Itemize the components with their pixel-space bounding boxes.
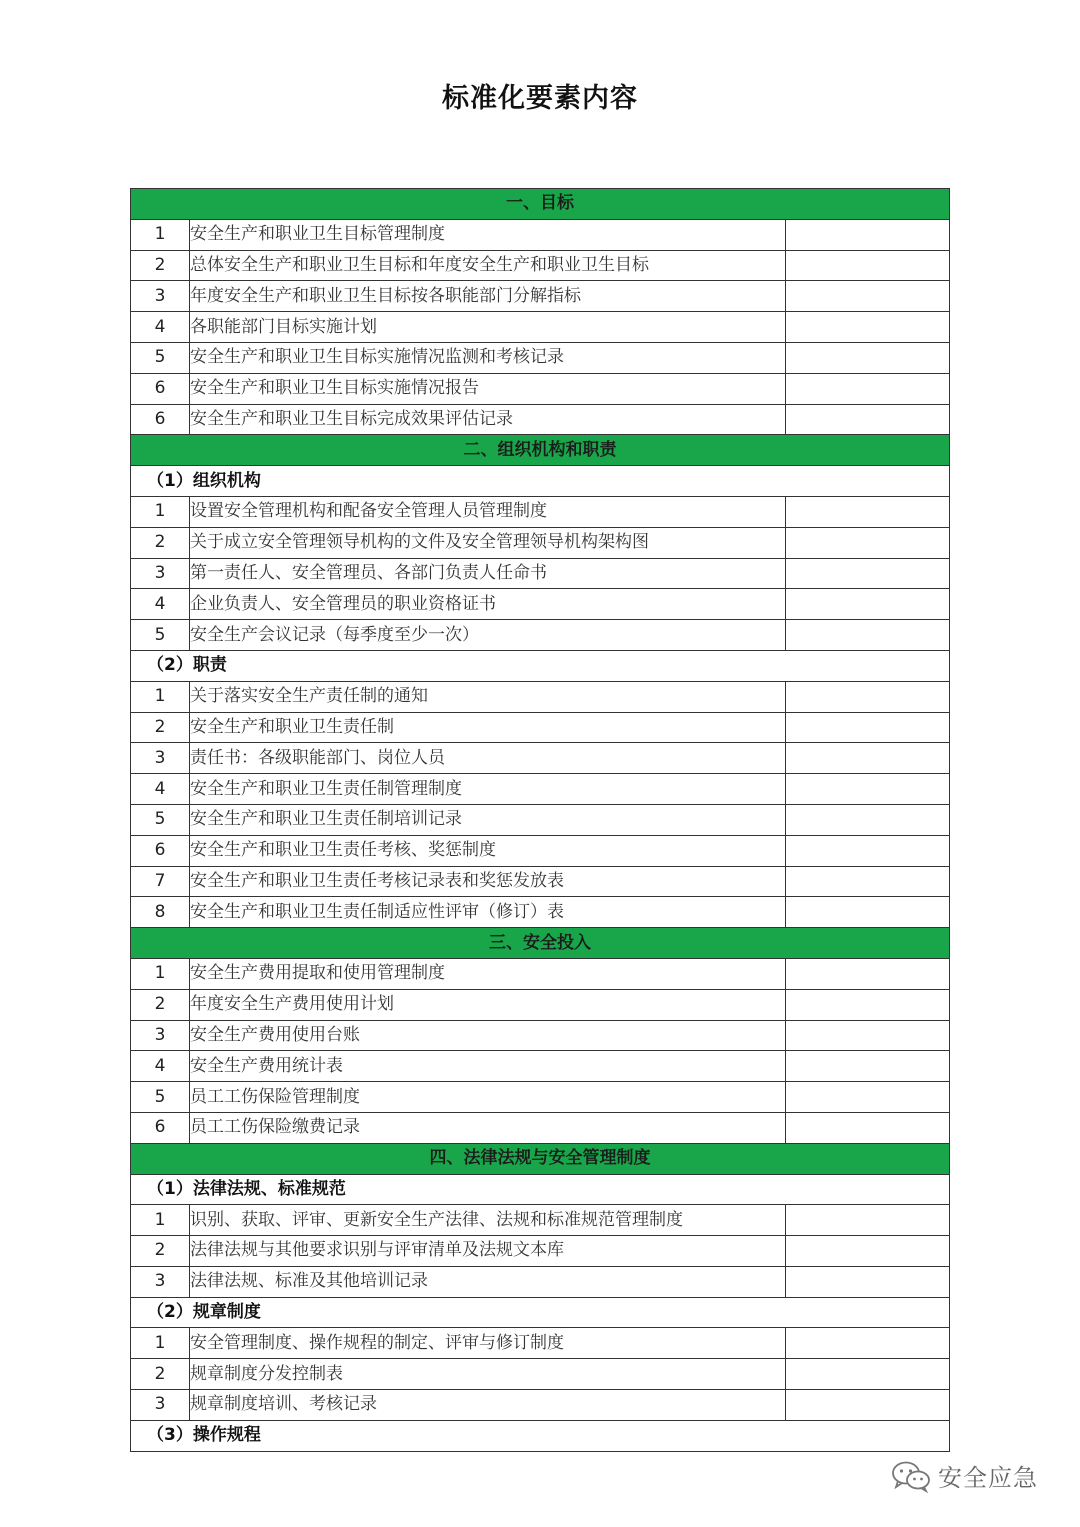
section-title: 一、目标 [131,189,950,220]
row-check-cell[interactable] [786,1328,950,1359]
row-item-text: 设置安全管理机构和配备安全管理人员管理制度 [190,496,786,527]
row-item-text: 法律法规与其他要求识别与评审清单及法规文本库 [190,1236,786,1267]
table-row [131,250,950,281]
table-row [131,281,950,312]
section-header [131,435,950,466]
table-row [131,712,950,743]
row-item-text: 关于落实安全生产责任制的通知 [190,681,786,712]
row-check-cell[interactable] [786,620,950,651]
row-check-cell[interactable] [786,1205,950,1236]
table-body [131,189,950,1452]
table-row [131,373,950,404]
table-row [131,404,950,435]
row-check-cell[interactable] [786,1112,950,1143]
page-title: 标准化要素内容 [442,83,638,114]
table-row [131,620,950,651]
table-row [131,1266,950,1297]
row-item-text: 识别、获取、评审、更新安全生产法律、法规和标准规范管理制度 [190,1205,786,1236]
row-item-text: 规章制度分发控制表 [190,1359,786,1390]
table-row [131,1051,950,1082]
row-check-cell[interactable] [786,1359,950,1390]
row-number: 5 [131,620,190,651]
row-number: 6 [131,835,190,866]
row-number: 3 [131,1266,190,1297]
row-number: 1 [131,496,190,527]
row-check-cell[interactable] [786,1390,950,1421]
row-check-cell[interactable] [786,958,950,989]
requirements-table [130,188,950,1452]
row-number: 1 [131,1328,190,1359]
row-item-text: 安全生产费用统计表 [190,1051,786,1082]
row-number: 6 [131,404,190,435]
table-row [131,1112,950,1143]
row-number: 3 [131,743,190,774]
row-check-cell[interactable] [786,342,950,373]
row-number: 3 [131,281,190,312]
row-check-cell[interactable] [786,1266,950,1297]
row-item-text: 年度安全生产费用使用计划 [190,989,786,1020]
row-item-text: 安全生产和职业卫生目标实施情况报告 [190,373,786,404]
row-check-cell[interactable] [786,1051,950,1082]
row-check-cell[interactable] [786,312,950,343]
row-item-text: 安全生产和职业卫生责任制培训记录 [190,804,786,835]
row-number: 4 [131,312,190,343]
row-number: 3 [131,1390,190,1421]
row-item-text: 总体安全生产和职业卫生目标和年度安全生产和职业卫生目标 [190,250,786,281]
section-title: 三、安全投入 [131,928,950,959]
table-row [131,1359,950,1390]
subsection-header [131,650,950,681]
row-number: 1 [131,219,190,250]
row-item-text: 责任书：各级职能部门、岗位人员 [190,743,786,774]
subsection-title: （2）职责 [131,650,950,681]
row-check-cell[interactable] [786,219,950,250]
row-item-text: 年度安全生产和职业卫生目标按各职能部门分解指标 [190,281,786,312]
row-item-text: 第一责任人、安全管理员、各部门负责人任命书 [190,558,786,589]
section-title: 四、法律法规与安全管理制度 [131,1143,950,1174]
table-row [131,1205,950,1236]
table-row [131,496,950,527]
row-number: 2 [131,527,190,558]
subsection-header [131,466,950,497]
table-row [131,312,950,343]
row-item-text: 法律法规、标准及其他培训记录 [190,1266,786,1297]
table-row [131,1082,950,1113]
row-number: 7 [131,866,190,897]
row-check-cell[interactable] [786,527,950,558]
row-item-text: 企业负责人、安全管理员的职业资格证书 [190,589,786,620]
watermark-text: 安全应急 [938,1464,1038,1492]
row-check-cell[interactable] [786,712,950,743]
row-check-cell[interactable] [786,404,950,435]
row-number: 5 [131,804,190,835]
table-row [131,558,950,589]
row-check-cell[interactable] [786,835,950,866]
subsection-header [131,1174,950,1205]
row-number: 1 [131,1205,190,1236]
row-item-text: 安全生产和职业卫生目标实施情况监测和考核记录 [190,342,786,373]
row-number: 4 [131,589,190,620]
row-item-text: 安全生产和职业卫生责任制管理制度 [190,774,786,805]
row-item-text: 安全生产和职业卫生责任考核记录表和奖惩发放表 [190,866,786,897]
row-number: 6 [131,1112,190,1143]
subsection-title: （1）法律法规、标准规范 [131,1174,950,1205]
row-item-text: 各职能部门目标实施计划 [190,312,786,343]
row-item-text: 安全生产和职业卫生责任制适应性评审（修订）表 [190,897,786,928]
row-check-cell[interactable] [786,897,950,928]
table-row [131,743,950,774]
table-row [131,866,950,897]
subsection-header [131,1297,950,1328]
row-check-cell[interactable] [786,558,950,589]
row-item-text: 员工工伤保险管理制度 [190,1082,786,1113]
row-check-cell[interactable] [786,496,950,527]
section-header [131,928,950,959]
table-row [131,527,950,558]
row-number: 5 [131,1082,190,1113]
row-check-cell[interactable] [786,866,950,897]
table-row [131,804,950,835]
row-number: 5 [131,342,190,373]
row-check-cell[interactable] [786,804,950,835]
row-number: 4 [131,1051,190,1082]
row-item-text: 安全管理制度、操作规程的制定、评审与修订制度 [190,1328,786,1359]
row-item-text: 员工工伤保险缴费记录 [190,1112,786,1143]
row-number: 3 [131,558,190,589]
row-check-cell[interactable] [786,743,950,774]
table-row [131,989,950,1020]
table-row [131,219,950,250]
row-number: 2 [131,1236,190,1267]
row-item-text: 安全生产和职业卫生责任考核、奖惩制度 [190,835,786,866]
table-row [131,958,950,989]
row-number: 8 [131,897,190,928]
row-number: 1 [131,681,190,712]
table-row [131,1390,950,1421]
row-check-cell[interactable] [786,250,950,281]
row-number: 2 [131,1359,190,1390]
watermark [890,1458,1038,1493]
row-number: 1 [131,958,190,989]
row-item-text: 规章制度培训、考核记录 [190,1390,786,1421]
row-number: 3 [131,1020,190,1051]
section-header [131,1143,950,1174]
table-row [131,342,950,373]
row-item-text: 安全生产和职业卫生责任制 [190,712,786,743]
row-number: 6 [131,373,190,404]
subsection-title: （2）规章制度 [131,1297,950,1328]
row-item-text: 安全生产和职业卫生目标管理制度 [190,219,786,250]
row-check-cell[interactable] [786,1236,950,1267]
row-item-text: 安全生产会议记录（每季度至少一次） [190,620,786,651]
row-number: 4 [131,774,190,805]
subsection-header [131,1420,950,1451]
table-row [131,681,950,712]
section-title: 二、组织机构和职责 [131,435,950,466]
row-check-cell[interactable] [786,373,950,404]
row-check-cell[interactable] [786,681,950,712]
table-row [131,897,950,928]
row-item-text: 安全生产费用提取和使用管理制度 [190,958,786,989]
table-row [131,1236,950,1267]
table-row [131,1020,950,1051]
table-row [131,835,950,866]
row-check-cell[interactable] [786,1082,950,1113]
table-row [131,1328,950,1359]
row-check-cell[interactable] [786,589,950,620]
row-number: 2 [131,989,190,1020]
row-item-text: 安全生产费用使用台账 [190,1020,786,1051]
subsection-title: （3）操作规程 [131,1420,950,1451]
section-header [131,189,950,220]
row-check-cell[interactable] [786,989,950,1020]
row-item-text: 安全生产和职业卫生目标完成效果评估记录 [190,404,786,435]
wechat-icon [890,1459,932,1493]
row-check-cell[interactable] [786,1020,950,1051]
row-check-cell[interactable] [786,774,950,805]
row-check-cell[interactable] [786,281,950,312]
row-number: 2 [131,250,190,281]
subsection-title: （1）组织机构 [131,466,950,497]
row-item-text: 关于成立安全管理领导机构的文件及安全管理领导机构架构图 [190,527,786,558]
row-number: 2 [131,712,190,743]
table-row [131,589,950,620]
table-row [131,774,950,805]
